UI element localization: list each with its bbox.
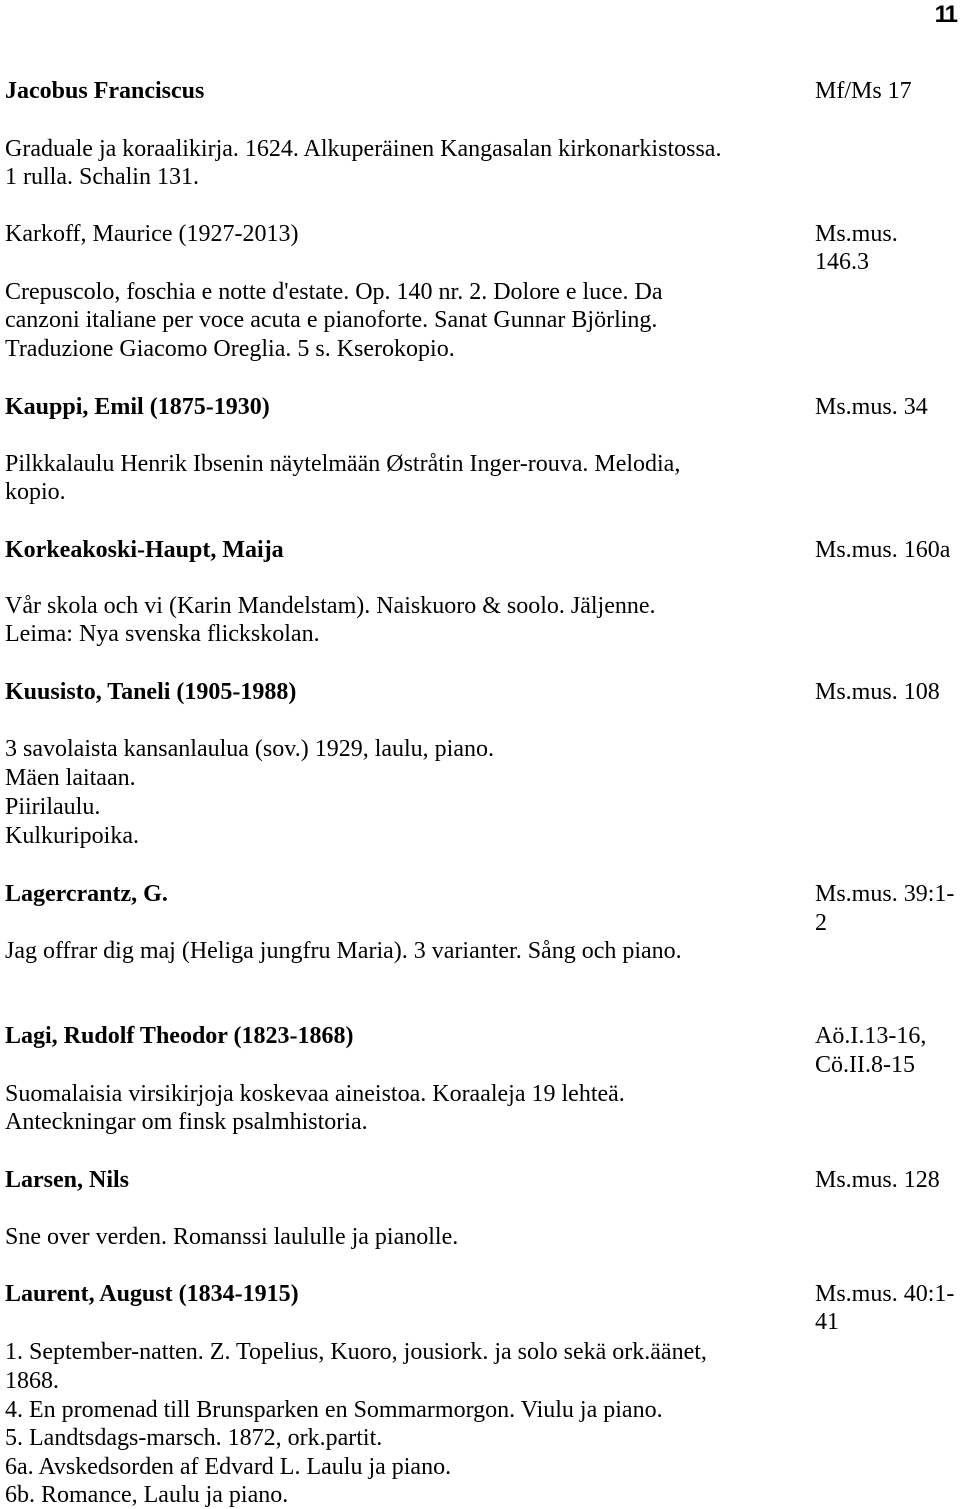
description-line: 5. Landtsdags-marsch. 1872, ork.partit. [5,1425,383,1451]
description-line: Piirilaulu. [5,794,101,820]
entry-name: Laurent, August (1834-1915) [5,1281,299,1307]
call-number: Ms.mus. [815,221,898,247]
call-number: Ms.mus. 40:1- [815,1281,955,1307]
call-number: 146.3 [815,249,869,275]
call-number: Ms.mus. 160a [815,537,951,563]
entry-name: Lagi, Rudolf Theodor (1823-1868) [5,1023,354,1049]
description-line: 6b. Romance, Laulu ja piano. [5,1482,289,1508]
description-line: Jag offrar dig maj (Heliga jungfru Maria). 3 varianter. Sång och piano. [5,938,682,964]
description-line: Vår skola och vi (Karin Mandelstam). Naiskuoro & soolo. Jäljenne. [5,593,656,619]
description-line: 1 rulla. Schalin 131. [5,164,199,190]
call-number: 41 [815,1309,839,1335]
entry-name: Karkoff, Maurice (1927-2013) [5,221,299,247]
call-number: Ms.mus. 108 [815,679,940,705]
description-line: Traduzione Giacomo Oreglia. 5 s. Kserokopio. [5,336,455,362]
call-number: 2 [815,910,827,936]
description-line: 1. September-natten. Z. Topelius, Kuoro, jousiork. ja solo sekä ork.äänet, [5,1339,707,1365]
description-line: 3 savolaista kansanlaulua (sov.) 1929, laulu, piano. [5,736,494,762]
entry-name: Korkeakoski-Haupt, Maija [5,537,284,563]
description-line: Leima: Nya svenska flickskolan. [5,621,320,647]
description-line: Sne over verden. Romanssi laululle ja pianolle. [5,1224,459,1250]
description-line: Graduale ja koraalikirja. 1624. Alkuperäinen Kangasalan kirkonarkistossa. [5,136,722,162]
description-line: Kulkuripoika. [5,823,139,849]
description-line: Pilkkalaulu Henrik Ibsenin näytelmään Østråtin Inger-rouva. Melodia, [5,451,681,477]
page-number: 11 [934,1,956,28]
description-line: Anteckningar om finsk psalmhistoria. [5,1109,368,1135]
call-number: Aö.I.13-16, [815,1023,927,1049]
description-line: 6a. Avskedsorden af Edvard L. Laulu ja piano. [5,1454,452,1480]
description-line: Crepuscolo, foschia e notte d'estate. Op. 140 nr. 2. Dolore e luce. Da [5,279,663,305]
call-number: Cö.II.8-15 [815,1052,915,1078]
entry-name: Kauppi, Emil (1875-1930) [5,394,270,420]
call-number: Mf/Ms 17 [815,78,912,104]
description-line: Suomalaisia virsikirjoja koskevaa aineistoa. Koraaleja 19 lehteä. [5,1081,625,1107]
entry-name: Kuusisto, Taneli (1905-1988) [5,679,297,705]
call-number: Ms.mus. 39:1- [815,881,955,907]
description-line: kopio. [5,479,66,505]
description-line: Mäen laitaan. [5,765,136,791]
entry-name: Jacobus Franciscus [5,78,205,104]
description-line: 1868. [5,1368,59,1394]
entry-name: Lagercrantz, G. [5,881,168,907]
call-number: Ms.mus. 128 [815,1167,940,1193]
description-line: 4. En promenad till Brunsparken en Sommarmorgon. Viulu ja piano. [5,1397,663,1423]
entry-name: Larsen, Nils [5,1167,130,1193]
call-number: Ms.mus. 34 [815,394,928,420]
description-line: canzoni italiane per voce acuta e pianoforte. Sanat Gunnar Björling. [5,307,658,333]
